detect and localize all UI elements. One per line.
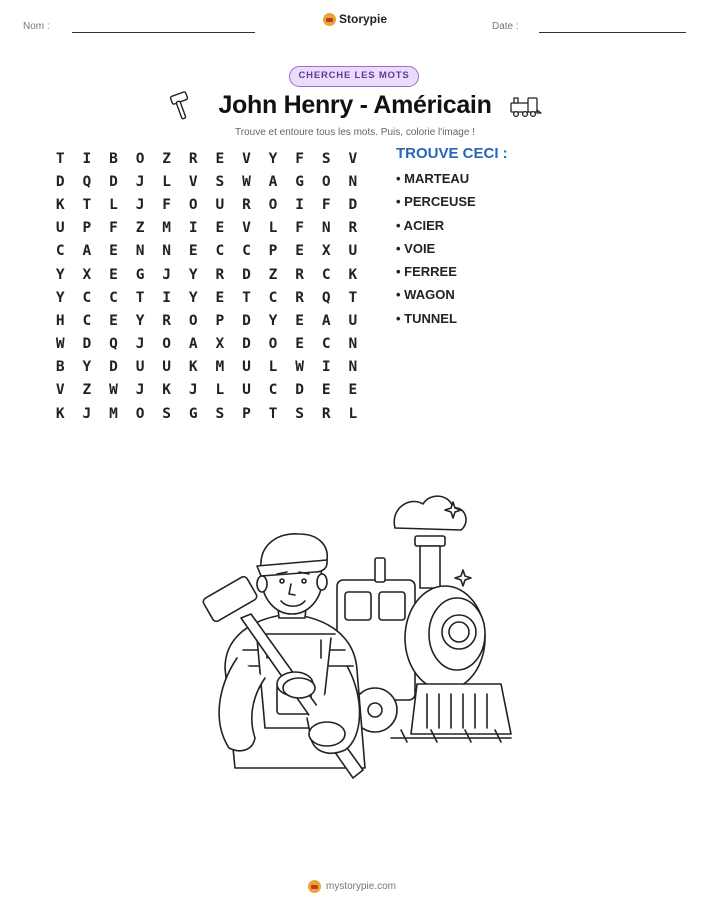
grid-letter[interactable]: T (55, 150, 65, 167)
grid-letter[interactable]: O (135, 405, 145, 422)
grid-letter[interactable]: I (321, 359, 331, 376)
grid-letter[interactable]: J (188, 382, 198, 399)
grid-letter[interactable]: I (82, 150, 92, 167)
grid-letter[interactable]: E (215, 150, 225, 167)
grid-letter[interactable]: O (188, 196, 198, 213)
grid-letter[interactable]: L (268, 359, 278, 376)
grid-letter[interactable]: D (109, 173, 118, 190)
grid-letter[interactable]: T (268, 405, 278, 422)
grid-letter[interactable]: I (188, 220, 198, 237)
grid-letter[interactable]: V (348, 150, 358, 167)
grid-row (47, 333, 367, 356)
grid-letter[interactable]: E (215, 289, 225, 306)
grid-letter[interactable]: H (55, 312, 65, 329)
grid-letter[interactable]: B (55, 359, 65, 376)
grid-letter[interactable]: E (295, 243, 304, 260)
grid-letter[interactable]: O (188, 312, 198, 329)
grid-letter[interactable]: Y (188, 266, 198, 283)
grid-letter[interactable]: P (82, 220, 92, 237)
grid-letter[interactable]: N (348, 359, 358, 376)
grid-letter[interactable]: P (268, 243, 278, 260)
grid-letter[interactable]: E (295, 336, 304, 353)
grid-letter[interactable]: U (348, 312, 358, 329)
grid-letter[interactable]: R (215, 266, 225, 283)
grid-row (47, 240, 367, 263)
grid-letter[interactable]: M (215, 359, 225, 376)
grid-letter[interactable]: Q (82, 173, 92, 190)
grid-letter[interactable]: X (82, 266, 92, 283)
grid-letter[interactable]: K (162, 382, 172, 399)
grid-letter[interactable]: R (242, 196, 251, 213)
grid-letter[interactable]: O (135, 150, 145, 167)
train-icon (508, 94, 542, 118)
grid-letter[interactable]: C (109, 289, 118, 306)
grid-letter[interactable]: Y (268, 150, 278, 167)
grid-letter[interactable]: O (321, 173, 331, 190)
grid-letter[interactable]: V (55, 382, 65, 399)
footer (308, 880, 396, 893)
grid-letter[interactable]: U (135, 359, 145, 376)
grid-letter[interactable]: N (135, 243, 145, 260)
grid-letter[interactable]: Y (82, 359, 92, 376)
date-label: Date : (492, 21, 519, 32)
john-henry-train-illustration (195, 488, 515, 783)
word-list-item: • VOIE (396, 240, 436, 256)
grid-letter[interactable]: Y (55, 289, 65, 306)
grid-letter[interactable]: R (295, 266, 304, 283)
grid-letter[interactable]: D (295, 382, 304, 399)
grid-letter[interactable]: T (135, 289, 145, 306)
grid-row (47, 309, 367, 332)
grid-letter[interactable]: J (135, 382, 145, 399)
grid-letter[interactable]: E (109, 243, 118, 260)
grid-letter[interactable]: F (295, 150, 304, 167)
grid-letter[interactable]: Q (321, 289, 331, 306)
grid-letter[interactable]: W (242, 173, 251, 190)
grid-letter[interactable]: Y (188, 289, 198, 306)
grid-row (47, 402, 367, 425)
grid-letter[interactable]: D (348, 196, 358, 213)
grid-letter[interactable]: A (268, 173, 278, 190)
grid-letter[interactable]: L (268, 220, 278, 237)
grid-letter[interactable]: E (188, 243, 198, 260)
storypie-logo-icon (323, 13, 336, 26)
grid-letter[interactable]: C (242, 243, 251, 260)
grid-letter[interactable]: U (215, 196, 225, 213)
grid-letter[interactable]: D (242, 266, 251, 283)
grid-letter[interactable]: W (109, 382, 118, 399)
grid-letter[interactable]: P (242, 405, 251, 422)
grid-letter[interactable]: S (215, 405, 225, 422)
grid-letter[interactable]: L (109, 196, 118, 213)
grid-letter[interactable]: K (188, 359, 198, 376)
grid-letter[interactable]: Y (135, 312, 145, 329)
grid-letter[interactable]: C (321, 336, 331, 353)
grid-letter[interactable]: L (215, 382, 225, 399)
grid-letter[interactable]: L (348, 405, 358, 422)
grid-letter[interactable]: Z (135, 220, 145, 237)
hammer-icon (168, 90, 196, 122)
grid-letter[interactable]: F (321, 196, 331, 213)
grid-row (47, 286, 367, 309)
grid-letter[interactable]: W (55, 336, 65, 353)
grid-letter[interactable]: X (215, 336, 225, 353)
grid-letter[interactable]: E (295, 312, 304, 329)
category-badge: CHERCHE LES MOTS (289, 66, 419, 87)
grid-letter[interactable]: G (188, 405, 198, 422)
grid-letter[interactable]: Q (109, 336, 118, 353)
word-list-item: • FERREE (396, 264, 457, 280)
grid-letter[interactable]: Y (268, 312, 278, 329)
grid-letter[interactable]: C (268, 289, 278, 306)
grid-letter[interactable]: R (162, 312, 172, 329)
grid-letter[interactable]: G (295, 173, 304, 190)
grid-letter[interactable]: E (109, 312, 118, 329)
word-list-item: • TUNNEL (396, 310, 457, 326)
footer-url: mystorypie.com (326, 881, 397, 892)
grid-row (47, 263, 367, 286)
grid-letter[interactable]: F (109, 220, 118, 237)
grid-letter[interactable]: S (162, 405, 172, 422)
grid-letter[interactable]: A (82, 243, 92, 260)
grid-row (47, 147, 367, 170)
grid-letter[interactable]: Y (55, 266, 65, 283)
grid-letter[interactable]: D (242, 336, 251, 353)
storypie-logo-icon (308, 880, 321, 893)
grid-letter[interactable]: X (321, 243, 331, 260)
grid-letter[interactable]: J (135, 173, 145, 190)
grid-letter[interactable]: N (162, 243, 172, 260)
grid-letter[interactable]: Z (162, 150, 172, 167)
grid-letter[interactable]: T (348, 289, 358, 306)
instructions: Trouve et entoure tous les mots. Puis, colorie l'image ! (235, 127, 475, 138)
grid-letter[interactable]: K (55, 196, 65, 213)
grid-letter[interactable]: C (82, 289, 92, 306)
grid-letter[interactable]: I (162, 289, 172, 306)
grid-letter[interactable]: F (162, 196, 172, 213)
word-list-item: • ACIER (396, 217, 445, 233)
grid-letter[interactable]: R (348, 220, 358, 237)
grid-letter[interactable]: A (188, 336, 198, 353)
grid-letter[interactable]: U (162, 359, 172, 376)
word-list (396, 171, 476, 334)
grid-letter[interactable]: F (295, 220, 304, 237)
brand-name: Storypie (339, 12, 388, 26)
grid-row (47, 379, 367, 402)
word-list-title: TROUVE CECI : (396, 145, 508, 162)
grid-letter[interactable]: J (162, 266, 172, 283)
grid-letter[interactable]: C (55, 243, 65, 260)
word-list-item: • WAGON (396, 287, 455, 303)
grid-letter[interactable]: N (348, 173, 358, 190)
grid-letter[interactable]: U (242, 359, 251, 376)
grid-letter[interactable]: T (242, 289, 251, 306)
grid-row (47, 356, 367, 379)
grid-letter[interactable]: E (215, 220, 225, 237)
grid-letter[interactable]: E (109, 266, 118, 283)
grid-letter[interactable]: S (215, 173, 225, 190)
grid-letter[interactable]: A (321, 312, 331, 329)
grid-letter[interactable]: R (295, 289, 304, 306)
grid-letter[interactable]: U (242, 382, 251, 399)
grid-letter[interactable]: G (135, 266, 145, 283)
grid-letter[interactable]: D (82, 336, 92, 353)
grid-letter[interactable]: N (321, 220, 331, 237)
grid-letter[interactable]: J (135, 336, 145, 353)
grid-letter[interactable]: D (55, 173, 65, 190)
grid-letter[interactable]: V (188, 173, 198, 190)
word-list-item: • PERCEUSE (396, 194, 476, 210)
grid-letter[interactable]: C (321, 266, 331, 283)
grid-letter[interactable]: R (188, 150, 198, 167)
grid-letter[interactable]: J (82, 405, 92, 422)
grid-letter[interactable]: V (242, 150, 251, 167)
grid-letter[interactable]: U (348, 243, 358, 260)
grid-letter[interactable]: K (348, 266, 358, 283)
grid-letter[interactable]: U (55, 220, 65, 237)
grid-letter[interactable]: D (242, 312, 251, 329)
grid-letter[interactable]: S (295, 405, 304, 422)
date-line (539, 32, 686, 33)
grid-letter[interactable]: E (348, 382, 358, 399)
word-search-grid (47, 147, 367, 425)
grid-letter[interactable]: P (215, 312, 225, 329)
grid-letter[interactable]: Z (268, 266, 278, 283)
grid-letter[interactable]: K (55, 405, 65, 422)
grid-letter[interactable]: B (109, 150, 118, 167)
grid-letter[interactable]: R (321, 405, 331, 422)
grid-row (47, 170, 367, 193)
grid-letter[interactable]: N (348, 336, 358, 353)
word-list-item: • MARTEAU (396, 171, 470, 186)
grid-letter[interactable]: O (268, 336, 278, 353)
grid-row (47, 193, 367, 216)
grid-letter[interactable]: S (321, 150, 331, 167)
grid-letter[interactable]: L (162, 173, 172, 190)
grid-letter[interactable]: J (135, 196, 145, 213)
grid-letter[interactable]: D (109, 359, 118, 376)
grid-letter[interactable]: T (82, 196, 92, 213)
name-label: Nom : (23, 21, 50, 32)
grid-row (47, 217, 367, 240)
grid-letter[interactable]: C (268, 382, 278, 399)
brand (323, 12, 387, 26)
page-title: John Henry - Américain (218, 91, 492, 119)
name-line (72, 32, 255, 33)
grid-letter[interactable]: V (242, 220, 251, 237)
grid-letter[interactable]: C (215, 243, 225, 260)
grid-letter[interactable]: I (295, 196, 304, 213)
grid-letter[interactable]: O (162, 336, 172, 353)
grid-letter[interactable]: C (82, 312, 92, 329)
grid-letter[interactable]: Z (82, 382, 92, 399)
grid-letter[interactable]: M (162, 220, 172, 237)
grid-letter[interactable]: M (109, 405, 118, 422)
grid-letter[interactable]: E (321, 382, 331, 399)
grid-letter[interactable]: O (268, 196, 278, 213)
grid-letter[interactable]: W (295, 359, 304, 376)
